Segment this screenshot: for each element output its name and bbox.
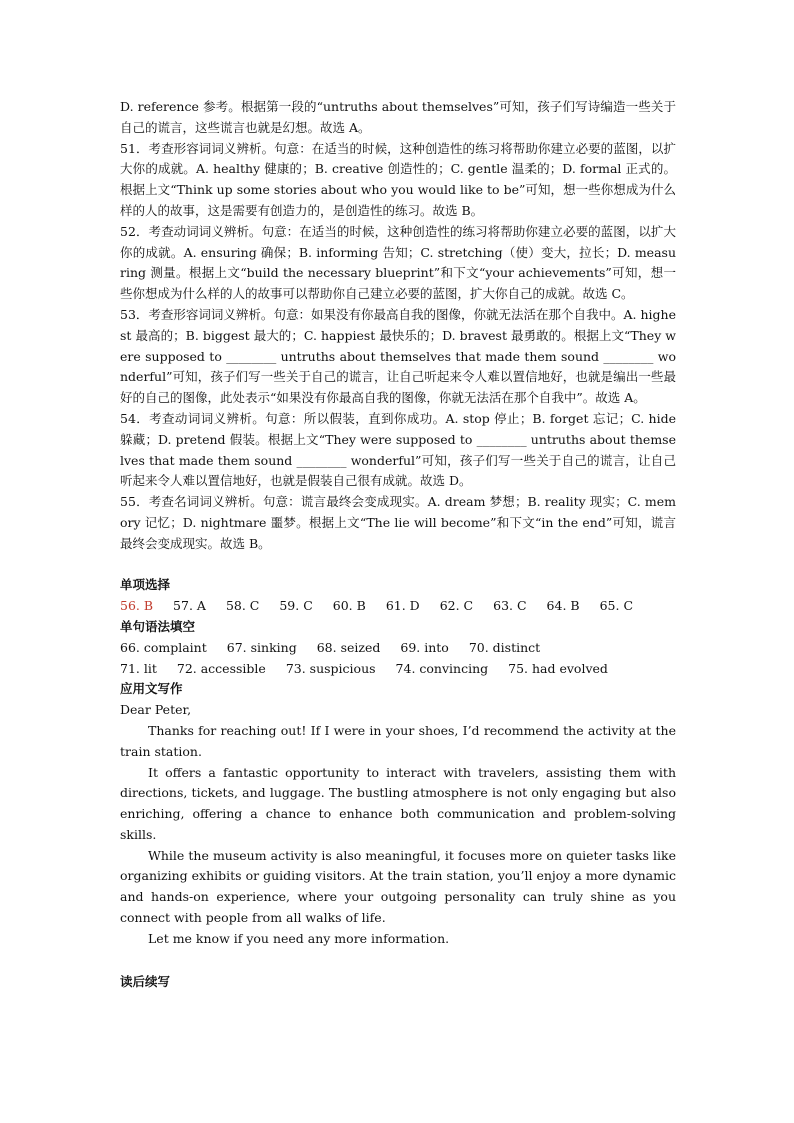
explanation-52: 52．考查动词词义辨析。句意：在适当的时候，这种创造性的练习将帮助你建立必要的蓝图，以扩大你的成就。A. ensuring 确保；B. informing 告知；C. stretching（使）变大，拉长；D. measuring 测量。根据上文“build the necessary blueprint”和下文“your achievements”可知，想一些你想成为什么样的人的故事可以帮助你自己建立必要的蓝图，扩大你自己的成就。故选 C。 xyxy=(120,223,676,302)
writing-title: 应用文写作 xyxy=(120,681,183,697)
continuation-title: 读后续写 xyxy=(120,973,171,989)
answer-item: 66. complaint xyxy=(120,639,207,655)
answer-item: 73. suspicious xyxy=(285,660,376,676)
answer-item: 61. D xyxy=(385,598,420,614)
single-choice-answers xyxy=(120,596,676,617)
explanation-54: 54．考查动词词义辨析。句意：所以假装，直到你成功。A. stop 停止；B. forget 忘记；C. hide 躲藏；D. pretend 假装。根据上文“They were supposed to ________ untruths about themselves that made them sound ________ wonderful”可知，孩子们写一些关于自己的谎言，让自己听起来令人难以置信地好，也就是假装自己很有成就。故选 D。 xyxy=(120,410,676,489)
explanation-53: 53．考查形容词词义辨析。句意：如果没有你最高自我的图像，你就无法活在那个自我中。A. highest 最高的；B. biggest 最大的；C. happiest 最快乐的；D. bravest 最勇敢的。根据上文“They were supposed to ________ untruths about themselves that made them sound ________ wonderful”可知，孩子们写一些关于自己的谎言，让自己听起来令人难以置信地好，也就是编出一些最好的自己的图像，此处表示“如果没有你最高自我的图像，你就无法活在那个自我中”。故选 A。 xyxy=(120,306,676,406)
letter-salutation: Dear Peter, xyxy=(120,702,192,718)
spacer xyxy=(120,950,676,972)
grammar-fill-row-1 xyxy=(120,638,676,659)
answer-item: 67. sinking xyxy=(226,639,297,655)
answer-item: 65. C xyxy=(599,598,634,614)
answer-item: 75. had evolved xyxy=(508,660,608,676)
answer-item: 60. B xyxy=(332,598,366,614)
explanation-51: 51．考查形容词词义辨析。句意：在适当的时候，这种创造性的练习将帮助你建立必要的蓝图，以扩大你的成就。A. healthy 健康的；B. creative 创造性的；C. gentle 温柔的；D. formal 正式的。根据上文“Think up some stories about who you would like to be”可知，想一些你想成为什么样的人的故事，这是需要有创造力的，是创造性的练习。故选 B。 xyxy=(120,140,676,218)
answer-item: 71. lit xyxy=(120,660,157,676)
explanation-55: 55．考查名词词义辨析。句意：谎言最终会变成现实。A. dream 梦想；B. reality 现实；C. memory 记忆；D. nightmare 噩梦。根据上文“The lie will become”和下文“in the end”可知，谎言最终会变成现实。故选 B。 xyxy=(120,494,676,551)
letter-paragraph: Let me know if you need any more information. xyxy=(148,930,450,946)
spacer xyxy=(120,555,676,576)
single-choice-title: 单项选择 xyxy=(120,577,171,593)
letter-paragraph: It offers a fantastic opportunity to interact with travelers, assisting them with directions, tickets, and luggage. The bustling atmosphere is not only engaging but also enriching, offering a chance to enhance both communication and problem-solving skills. xyxy=(120,764,676,842)
answer-item: 69. into xyxy=(400,639,449,655)
answer-item: 74. convincing xyxy=(395,660,489,676)
answer-item: 64. B xyxy=(546,598,580,614)
answer-item: 63. C xyxy=(493,598,527,614)
grammar-fill-title: 单句语法填空 xyxy=(120,618,196,634)
letter-paragraph: Thanks for reaching out! If I were in your shoes, I’d recommend the activity at the train station. xyxy=(120,722,676,759)
explanation-50: D. reference 参考。根据第一段的“untruths about themselves”可知，孩子们写诗编造一些关于自己的谎言，这些谎言也就是幻想。故选 A。 xyxy=(120,99,676,135)
answer-item: 62. C xyxy=(439,598,474,614)
answer-item: 58. C xyxy=(225,598,260,614)
grammar-fill-row-2 xyxy=(120,659,676,680)
answer-item: 59. C xyxy=(279,598,313,614)
answer-item: 56. B xyxy=(120,598,154,614)
answer-item: 57. A xyxy=(173,598,206,614)
answer-item: 72. accessible xyxy=(176,660,266,676)
answer-item: 68. seized xyxy=(316,639,381,655)
letter-paragraph: While the museum activity is also meaningful, it focuses more on quieter tasks like organizing exhibits or guiding visitors. At the train station, you’ll enjoy a more dynamic and hands-on experience, where your outgoing personality can truly shine as you connect with people from all walks of life. xyxy=(120,847,676,926)
answer-item: 70. distinct xyxy=(468,639,541,655)
page-content xyxy=(120,97,676,992)
